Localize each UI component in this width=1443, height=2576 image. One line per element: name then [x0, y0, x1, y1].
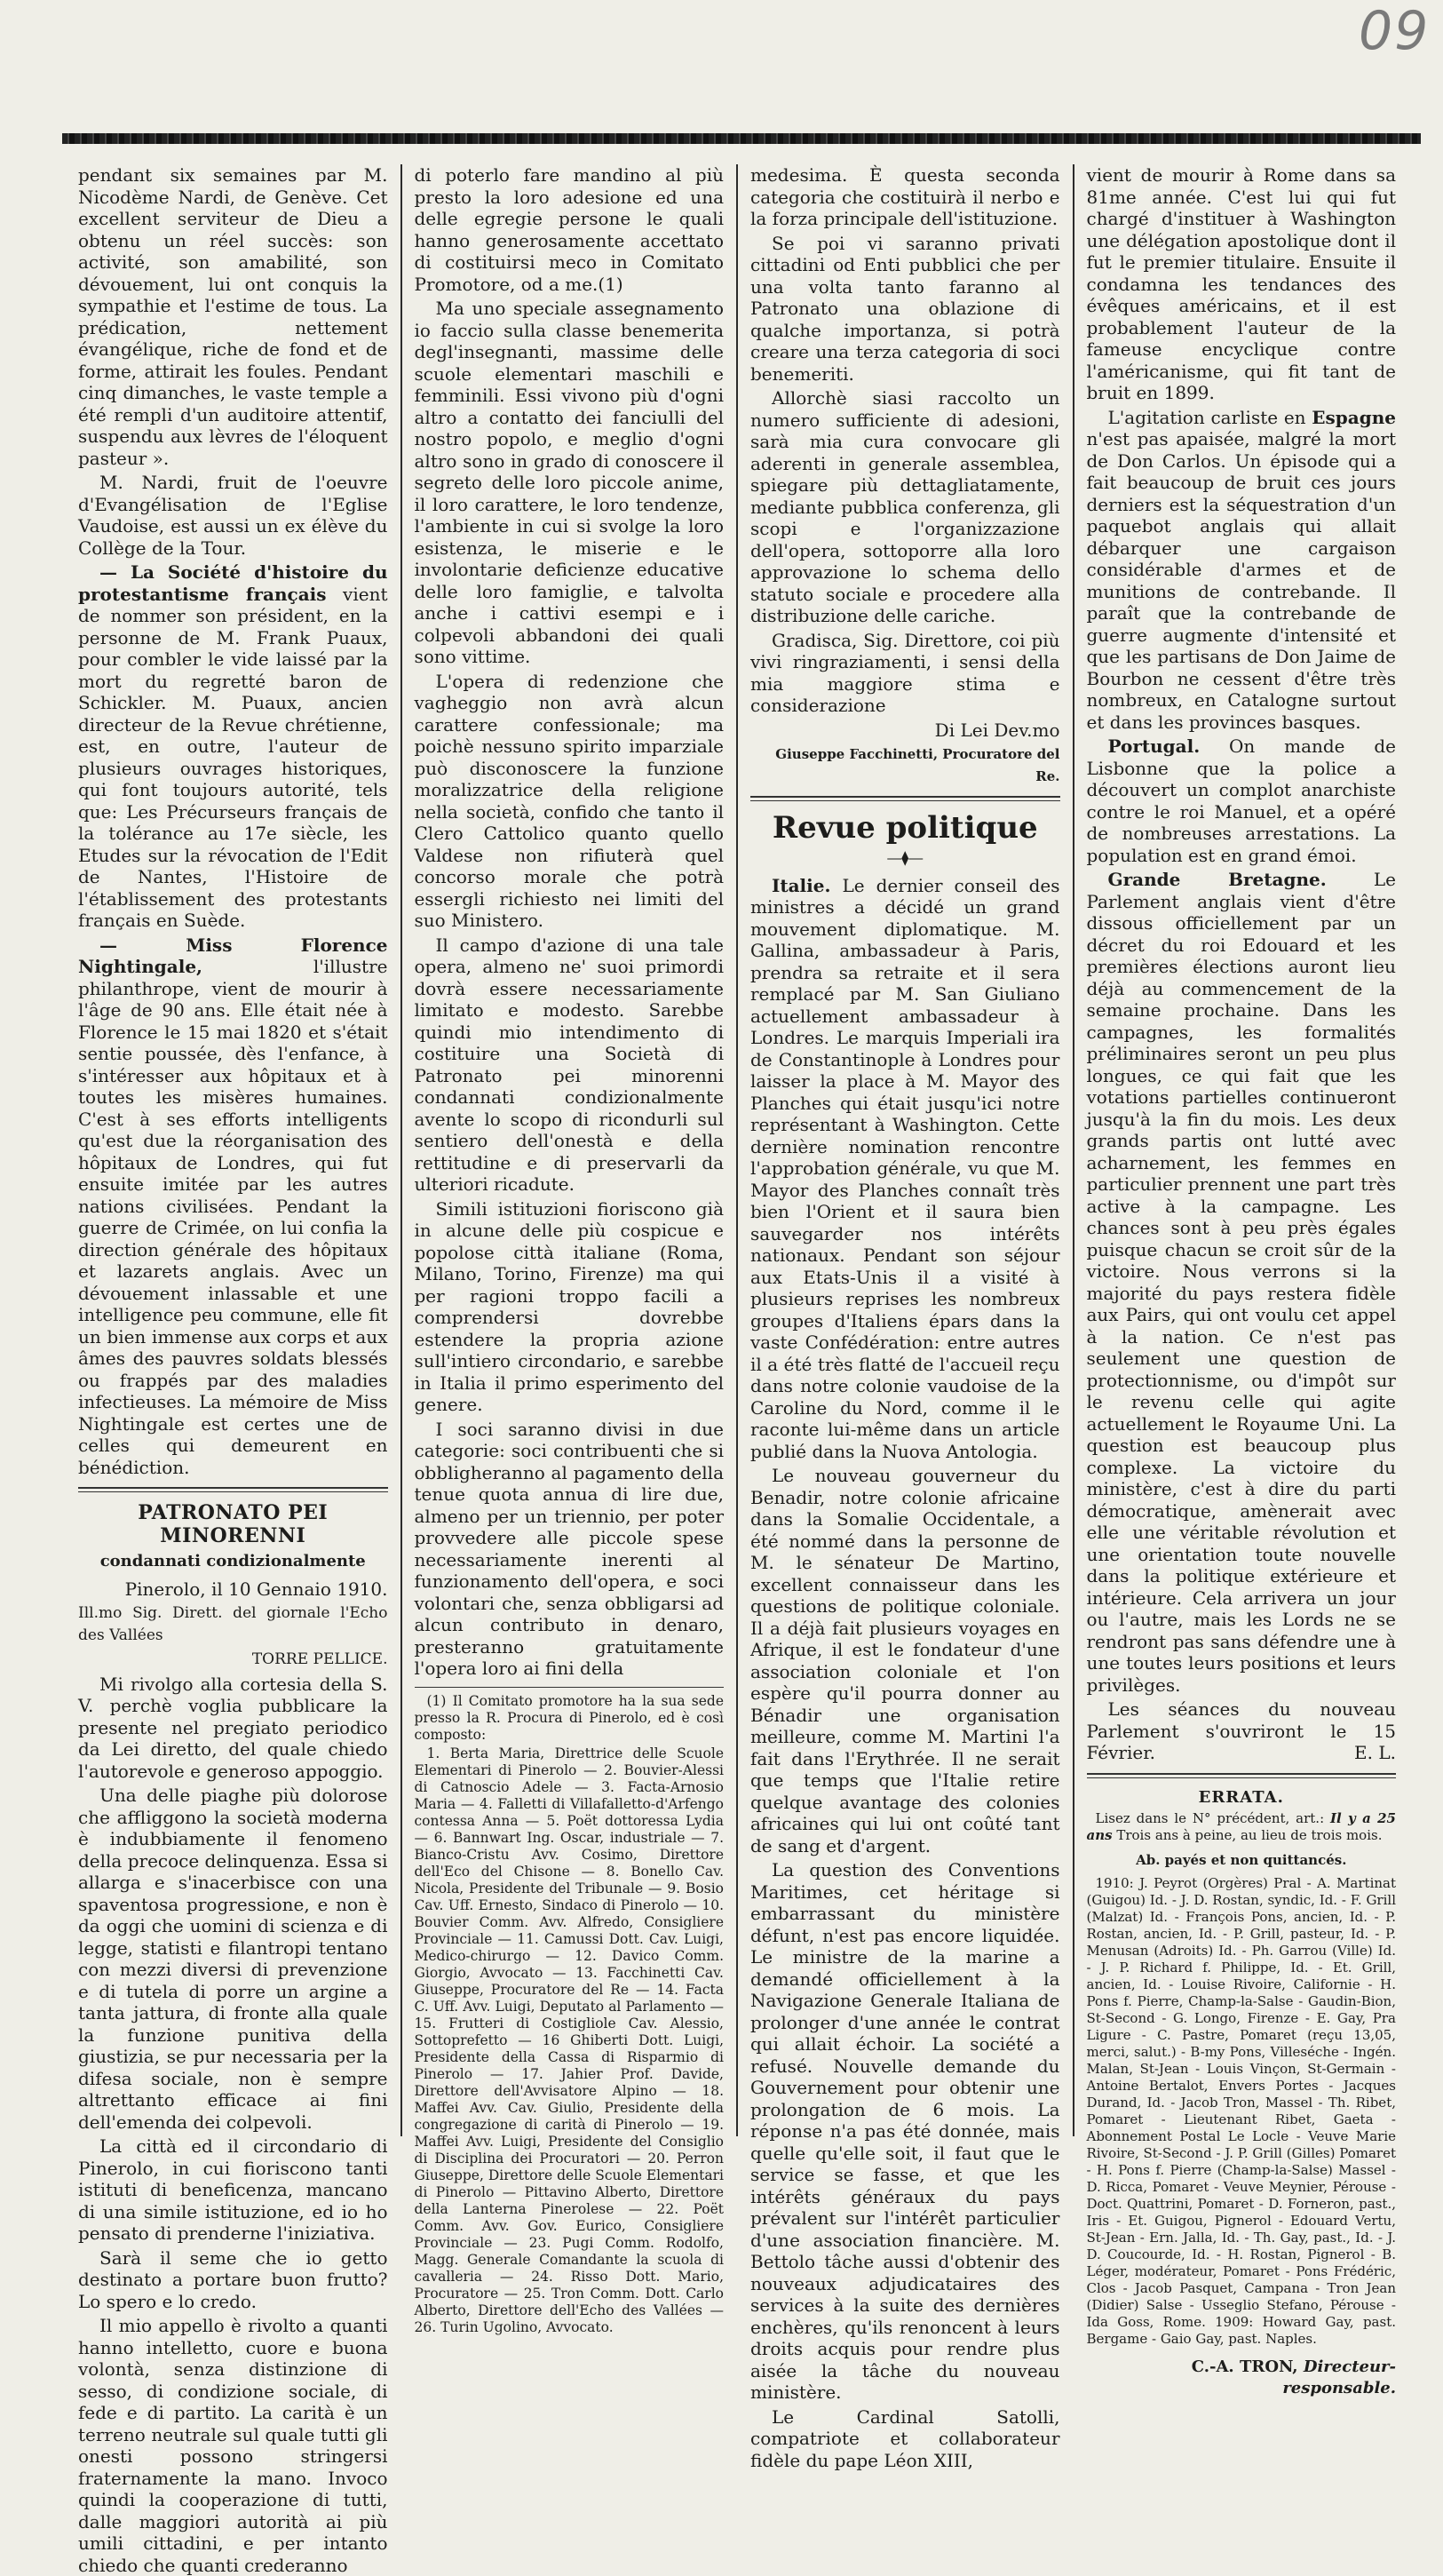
satolli-article: Le Cardinal Satolli, compatriote et collaborateur fidèle du pape Léon XIII, — [750, 2405, 1060, 2471]
ornament-divider: ―⧫― — [887, 849, 924, 866]
section-separator — [750, 796, 1060, 801]
gb-article — [1087, 869, 1397, 1696]
letter-addressee: Ill.mo Sig. Dirett. del giornale l'Echo des Vallées — [78, 1604, 388, 1644]
errata-block — [1087, 1810, 1397, 1844]
comitato-footnote — [415, 1687, 725, 2336]
letter-para-1: Mi rivolgo alla cortesia della S. V. perchè voglia pubblicare la presente nel pregiato periodico da Lei diretto, del quale chiedo l'autorevole e generoso appoggio. — [78, 1673, 388, 1782]
benadir-article: Le nouveau gouverneur du Benadir, notre colonie africaine dans la Somalie Occidentale, a été nommé dans la personne de M. le sénateur De Martino, excellent connaisseur dans les questions de politique coloniale. Il a déjà fait plusieurs voyages en Afrique, il est le fondateur d'une association coloniale et l'on espère qu'il pourra donner au Bénadir une organisation meilleure, comme M. Martini l'a fait dans l'Erythrée. Il ne serait que temps que l'Italie retire quelque avantage des colonies africaines qui lui ont coûté tant de sang et d'argent. — [750, 1465, 1060, 1856]
errata-title: ERRATA. — [1198, 1787, 1284, 1807]
espagne-head: Espagne — [1312, 406, 1396, 428]
letter-addressee-place: TORRE PELLICE. — [251, 1650, 388, 1668]
abonnements-list: 1910: J. Peyrot (Orgères) Pral - A. Martinat (Guigou) Id. - J. D. Rostan, syndic, Id. - F. Grill (Malzat) Id. - François Pons, ancien, Id. - P. Rostan, ancien, Id. - P. Grill, pasteur, Id. - P. Menusan (Adroits) Id. - Ph. Garrou (Ville) Id. - J. P. Richard f. Philippe, Id. - Et. Grill, ancien, Id. - Louise Rivoire, Californie - H. Pons f. Pierre, Champ-la-Salse - Gaudin-Bion, St-Second - G. Longo, Firenze - E. Gay, Pra Ligure - C. Pastre, Pomaret (reçu 13,05, merci, salut.) - B-my Pons, Villeséche - Ingén. Malan, St-Jean - Louis Vinçon, St-Germain - Antoine Bertalot, Envers Portes - Jacques Durand, Id. - Jacob Tron, Massel - Th. Ribet, Pomaret - Lieutenant Ribet, Gaeta - Abonnement Postal Le Locle - Veuve Marie Rivoire, St-Second - J. P. Grill (Gilles) Pomaret - H. Pons f. Pierre (Champ-la-Salse) Massel - D. Ricca, Pomaret - Veuve Meynier, Pérouse - Doct. Quattrini, Pomaret - D. Forneron, past., Iris - Et. Guigou, Pignerol - Edouard Vertu, St-Jean - Ern. Jalla, Id. - Th. Gay, past., Id. - J. D. Coucourde, Id. - H. Rostan, Pignerol - B. Léger, modérateur, Pomaret - Pons Frédéric, Clos - Jacob Pasquet, Campana - Tron Jean (Didier) Salse - Usseglio Stefano, Pérouse - Ida Goss, Rome. 1909: Howard Gay, past. Bergame - Gaio Gay, past. Naples. — [1086, 1874, 1396, 2347]
gb-body: Le Parlement anglais vient d'être dissous officiellement par un décret du roi Edouard et les premières élections auront lieu déjà au commencement de la semaine prochaine. Dans les campagnes, les formalités préliminaires seront un peu plus longues, ce qui fait que les votations partielles continueront jusqu'à la fin du mois. Les deux grands partis ont lutté avec acharnement, les femmes en particulier prennent une part très active à la campagne. Les chances sont à peu près égales puisque chacun se croit sûr de la victoire. Nous verrons si la majorité du pays restera fidèle aux Pairs, qui ont voulu cet appel à la nation. Ce n'est pas seulement une question de protectionnisme, ou d'impôt sur le revenu celle qui agite actuellement le Royaume Uni. La question est beaucoup plus complexe. La victoire du ministère, c'est à dire du parti démocratique, amènerait avec elle une véritable révolution et une orientation toute nouvelle dans la politique extérieure et intérieure. Cela arrivera un jour ou l'autre, mais les Lords ne se rendront pas sans défendre une à une toutes leurs positions et leurs privilèges. — [1086, 869, 1396, 1696]
societe-histoire-head: — La Société d'histoire du protestantisme français — [78, 561, 388, 605]
letter-cont-3: L'opera di redenzione che vagheggio non avrà alcun carattere confessionale; ma poichè nessuno spirito imparziale può disconoscere la funzione moralizzatrice della religione nella società, confido che tanto il Clero Cattolico quanto quello Valdese non rifiuterà quel concorso morale che potrà essergli richiesto nei limiti del suo Ministero. — [414, 670, 724, 931]
section-separator — [78, 1487, 388, 1492]
portugal-article — [1087, 735, 1397, 866]
societe-histoire-article — [78, 561, 388, 932]
director-role: Directeur-responsable. — [1282, 2357, 1396, 2397]
letter-cont-2: Ma uno speciale assegnamento io faccio sulla classe benemerita degl'insegnanti, massime delle scuole elementari maschili e femminili. Essi vivono più d'ogni altro a contatto dei fanciulli del nostro popolo, e meglio d'ogni altro sono in grado di conoscere il segreto delle loro piccole anime, il loro carattere, le loro tendenze, l'ambiente in cui si svolge la loro esistenza, le miserie e le involontarie deficienze educative delle loro famiglie, e talvolta anche i cattivi esempi e i colpevoli abbandoni dei quali sono vittime. — [414, 298, 724, 667]
letter-signature: Giuseppe Facchinetti, Procuratore del Re. — [775, 746, 1060, 784]
director-signature — [1087, 2357, 1397, 2400]
conventions-article: La question des Conventions Maritimes, cet héritage si embarrassant du ministère défunt, n'est pas encore liquidée. Le ministre de la marine a demandé officiellement à la Navigazione Generale Italiana de prolonger d'une année le contrat qui allait échoir. La société a refusé. Nouvelle demande du Gouvernement pour obtenir une prolongation de 6 mois. La réponse n'a pas été donnée, mais quelle qu'elle soit, il faut que le service se fasse, et que les intérêts généraux du pays prévalent sur l'intérêt particulier d'une association financière. M. Bettolo tâche aussi d'obtenir des nouveaux adjudicataires des services à la suite des dernières enchères, qu'ils renoncent à leurs droits acquis pour rendre plus aisée la tâche du nouveau ministère. — [750, 1859, 1060, 2403]
espagne-article — [1087, 407, 1397, 734]
letter-end-2: Se poi vi saranno privati cittadini od Enti pubblici che per una volta tanto faranno al Patronato una oblazione di qualche importanza, si potrà creare una terza categoria di soci benemeriti. — [750, 232, 1060, 385]
nightingale-article — [78, 934, 388, 1479]
top-rule — [62, 133, 1421, 144]
parlement-seances — [1087, 1698, 1397, 1764]
societe-histoire-body: vient de nommer son président, en la personne de M. Frank Puaux, pour combler le vide laissé par la mort du regretté baron de Schickler. M. Puaux, ancien directeur de la Revue chrétienne, est, en outre, l'auteur de plusieurs ouvrages historiques, qui font toujours autorité, tels que: Les Précurseurs français de la tolérance au 17e siècle, les Etudes sur la révocation de l'Edit de Nantes, l'Histoire de l'établissement des protestants français en Suède. — [78, 583, 388, 931]
letter-end-3: Allorchè siasi raccolto un numero sufficiente di adesioni, sarà mia cura convocare gli aderenti in generale assemblea, spiegare più dettagliatamente, mediante pubblica conferenza, gli scopi e l'organizzazione dell'opera, sottoporre alla loro approvazione lo schema dello statuto sociale e procedere alla distribuzione delle cariche. — [750, 387, 1060, 626]
errata-text-c: Trois ans à peine, au lieu de trois mois. — [1112, 1827, 1383, 1843]
italie-article — [750, 875, 1060, 1463]
letter-para-2: Una delle piaghe più dolorose che affliggono la società moderna è indubbiamente il fenomeno della precoce delinquenza. Essa si allarga e s'inacerbisce con una spaventosa progressione, e non è da oggi che uomini di scienza e di legge, statisti e filantropi tentano con mezzi diversi di prevenzione e di tutela di porre un argine a tanta jattura, di fronte alla quale la funzione punitiva della giustizia, se pur necessaria per la difesa sociale, non è sempre altrettanto efficace ai fini dell'emenda dei colpevoli. — [78, 1785, 388, 2133]
patronato-subtitle: condannati condizionalmente — [99, 1552, 366, 1570]
gb-head: Grande Bretagne. — [1107, 869, 1327, 890]
nightingale-body: l'illustre philanthrope, vient de mourir à l'âge de 90 ans. Elle était née à Florence le 15 mai 1820 et s'était sentie poussée, dès l'enfance, à s'intéresser aux hôpitaux et à toutes les misères humaines. C'est à ses efforts intelligents qu'est due la réorganisation des hôpitaux de Londres, qui fut ensuite imitée par les autres nations civilisées. Pendant la guerre de Crimée, on lui confia la direction générale des hôpitaux et lazarets anglais. Avec un dévouement inlassable et une intelligence peu commune, elle fit un bien immense aux corps et aux âmes des pauvres soldats blessés ou frappés par des maladies infectieuses. La mémoire de Miss Nightingale est certes une de celles qui demeurent en bénédiction. — [78, 956, 388, 1478]
section-separator — [1087, 1773, 1397, 1778]
page-number: 09 — [1359, 0, 1431, 62]
letter-para-3: La città ed il circondario di Pinerolo, in cui fioriscono tanti istituti di beneficenza, mancano di una simile istituzione, ed io ho pensato di prenderne l'iniziativa. — [78, 2135, 388, 2244]
satolli-cont: vient de mourir à Rome dans sa 81me année. C'est lui qui fut chargé d'instituer à Washington une délégation apostolique dont il fut le premier titulaire. Ensuite il condamna les tendances des évêques américains, et il est probablement l'auteur de la fameuse encyclique contre l'américanisme, qui fit tant de bruit en 1899. — [1086, 164, 1396, 403]
article-initials: E. L. — [1354, 1742, 1396, 1763]
abonnements-block — [1087, 1875, 1397, 2348]
errata-text — [1087, 1810, 1397, 1844]
letter-para-5: Il mio appello è rivolto a quanti hanno intelletto, cuore e buona volontà, senza distinzione di sesso, di condizione sociale, di fede e di partito. La carità è un terreno neutrale sul quale tutti gli onesti possono stringersi fraternamente la mano. Invoco quindi la cooperazione di tutti, dalle maggiori autorità ai più umili cittadini, e per intanto chiedo che quanti crederanno — [78, 2315, 388, 2576]
portugal-head: Portugal. — [1107, 735, 1201, 757]
letter-end-1: medesima. È questa seconda categoria che costituirà il nerbo e la forza principale dell'istituzione. — [750, 164, 1060, 229]
column-1 — [78, 164, 400, 2576]
footnote-body: 1. Berta Maria, Direttrice delle Scuole Elementari di Pinerolo — 2. Bouvier-Alessi di Catnoscio Adele — 3. Facta-Arnosio Maria — 4. Falletti di Villafalletto-d'Arfengo contessa Anna — 5. Poët dottoressa Lydia — 6. Bannwart Ing. Oscar, industriale — 7. Bianco-Cristu Avv. Cosimo, Direttore dell'Eco del Chisone — 8. Bonello Cav. Nicola, Presidente del Tribunale — 9. Bosio Cav. Uff. Ernesto, Sindaco di Pinerolo — 10. Bouvier Comm. Avv. Alfredo, Consigliere Provinciale — 11. Camussi Dott. Cav. Luigi, Medico-chirurgo — 12. Davico Comm. Giorgio, Avvocato — 13. Facchinetti Cav. Giuseppe, Procuratore del Re — 14. Facta C. Uff. Avv. Luigi, Deputato al Parlamento — 15. Frutteri di Costigliole Cav. Alessio, Sottoprefetto — 16 Ghiberti Dott. Luigi, Presidente della Cassa di Risparmio di Pinerolo — 17. Jahier Prof. Davide, Direttore dell'Avvisatore Alpino — 18. Maffei Avv. Cav. Giulio, Presidente della congregazione di carità di Pinerolo — 19. Maffei Avv. Luigi, Presidente del Consiglio di Disciplina dei Procuratori — 20. Perron Giuseppe, Direttore delle Scuole Elementari di Pinerolo — Pittavino Alberto, Direttore della Lanterna Pinerolese — 22. Poët Comm. Avv. Gov. Eurico, Consigliere Provinciale — 23. Pugi Comm. Rodolfo, Magg. Generale Comandante la scuola di cavalleria — 24. Risso Dott. Mario, Procuratore — 25. Tron Comm. Dott. Carlo Alberto, Direttore dell'Echo des Vallées — 26. Turin Ugolino, Avvocato. — [414, 1745, 725, 2335]
letter-cont-4: Il campo d'azione di una tale opera, almeno ne' suoi primordi dovrà essere necessariamente limitato e modesto. Sarebbe quindi mio intendimento di costituire una Società di Patronato pei minorenni condannati condizionalmente avente lo scopo di ricondurli sul sentiero dell'onestà e della rettitudine e di preservarli da ulteriori ricadute. — [414, 934, 724, 1195]
column-3 — [736, 164, 1073, 2471]
patronato-title: PATRONATO PEI MINORENNI — [138, 1501, 329, 1547]
letter-cont-5: Simili istituzioni fioriscono già in alcune delle più cospicue e popolose città italiane (Roma, Milano, Torino, Firenze) ma qui per ragioni troppo facili a comprendersi dovrebbe estendere la propria azione sull'intiero circondario, e sarebbe in Italia il primo esperimento del genere. — [414, 1197, 724, 1415]
errata-text-a: Lisez dans le N° précédent, art.: — [1095, 1810, 1330, 1826]
column-2 — [400, 164, 737, 2335]
espagne-lead: L'agitation carliste en — [1107, 406, 1312, 428]
parlement-seances-text: Les séances du nouveau Parlement s'ouvriront le 15 Février. — [1086, 1698, 1396, 1763]
errata-text-b: Il y a 25 ans — [1086, 1810, 1396, 1843]
letter-end-4: Gradisca, Sig. Direttore, coi più vivi ringraziamenti, i sensi della mia maggiore stima e considerazione — [750, 629, 1060, 716]
nardi-article: pendant six semaines par M. Nicodème Nardi, de Genève. Cet excellent serviteur de Dieu a obtenu un réel succès: son activité, son amabilité, son dévouement, lui ont conquis la sympathie et l'estime de tous. La prédication, nettement évangélique, riche de fond et de forme, attirait les foules. Pendant cinq dimanches, le vaste temple a été rempli d'un auditoire attentif, suspendu aux lèvres de l'éloquent pasteur ». — [78, 164, 388, 469]
nightingale-head: — Miss Florence Nightingale, — [78, 934, 388, 977]
italie-body: Le dernier conseil des ministres a décidé un grand mouvement diplomatique. M. Gallina, ambassadeur à Paris, prendra sa retraite et il sera remplacé par M. San Giuliano actuellement ambassadeur à Londres. Le marquis Imperiali ira de Constantinople à Londres pour laisser la place à M. Mayor des Planches qui était jusqu'ici notre représentant à Washington. Cette dernière nomination rencontre l'approbation générale, vu que M. Mayor des Planches connaît très bien l'Orient et il saura bien sauvegarder nos intérêts nationaux. Pendant son séjour aux Etats-Unis il a visité à plusieurs reprises les nombreux groupes d'Italiens épars dans la vaste Confédération: entre autres il a été très flatté de l'accueil reçu dans notre colonie vaudoise de la Caroline du Nord, comme il le raconte lui-même dans un article publié dans la Nuova Antologia. — [750, 874, 1060, 1462]
espagne-body: n'est pas apaisée, malgré la mort de Don Carlos. Un épisode qui a fait beaucoup de bruit ces jours derniers est la séquestration d'un paquebot anglais qui allait débarquer une cargaison considérable d'armes et de munitions de contrebande. Il paraît que la contrebande de guerre augmente d'intensité et que les partisans de Don Jaime de Bourbon ne cessent d'être très nombreux, en Catalogne surtout et dans les provinces basques. — [1086, 428, 1396, 733]
letter-closing: Di Lei Dev.mo — [934, 719, 1060, 741]
portugal-body: On mande de Lisbonne que la police a découvert un complot anarchiste contre le roi Manuel, et a opéré de nombreuses arrestations. La population est en grand émoi. — [1086, 735, 1396, 866]
letter-date: Pinerolo, il 10 Gennaio 1910. — [124, 1578, 388, 1600]
footnote-head: (1) Il Comitato promotore ha la sua sede presso la R. Procura di Pinerolo, ed è così composto: — [414, 1692, 724, 1743]
revue-politique-title: Revue politique — [772, 810, 1038, 846]
letter-cont-1: di poterlo fare mandino al più presto la loro adesione ed una delle egregie persone le quali hanno generosamente accettato di costituirsi meco in Comitato Promotore, od a me.(1) — [414, 164, 724, 295]
letter-para-4: Sarà il seme che io getto destinato a portare buon frutto? Lo spero e lo credo. — [78, 2246, 388, 2312]
abonnements-title: Ab. payés et non quittancés. — [1136, 1852, 1347, 1868]
letter-cont-6: I soci saranno divisi in due categorie: soci contribuenti che si obbligheranno al pagamento della tenue quota annua di lire due, almeno per un triennio, per poter provvedere alle piccole spese necessariamente inerenti al funzionamento dell'opera, e soci volontari che, senza obbligarsi ad alcun contributo in denaro, presteranno gratuitamente l'opera loro ai fini della — [414, 1418, 724, 1679]
director-name: C.-A. TRON, — [1191, 2357, 1298, 2376]
italie-head: Italie. — [772, 874, 831, 896]
column-4 — [1073, 164, 1409, 2397]
newspaper-columns — [78, 164, 1408, 2576]
nardi-bio: M. Nardi, fruit de l'oeuvre d'Evangélisation de l'Eglise Vaudoise, est aussi un ex élève du Collège de la Tour. — [78, 472, 388, 559]
